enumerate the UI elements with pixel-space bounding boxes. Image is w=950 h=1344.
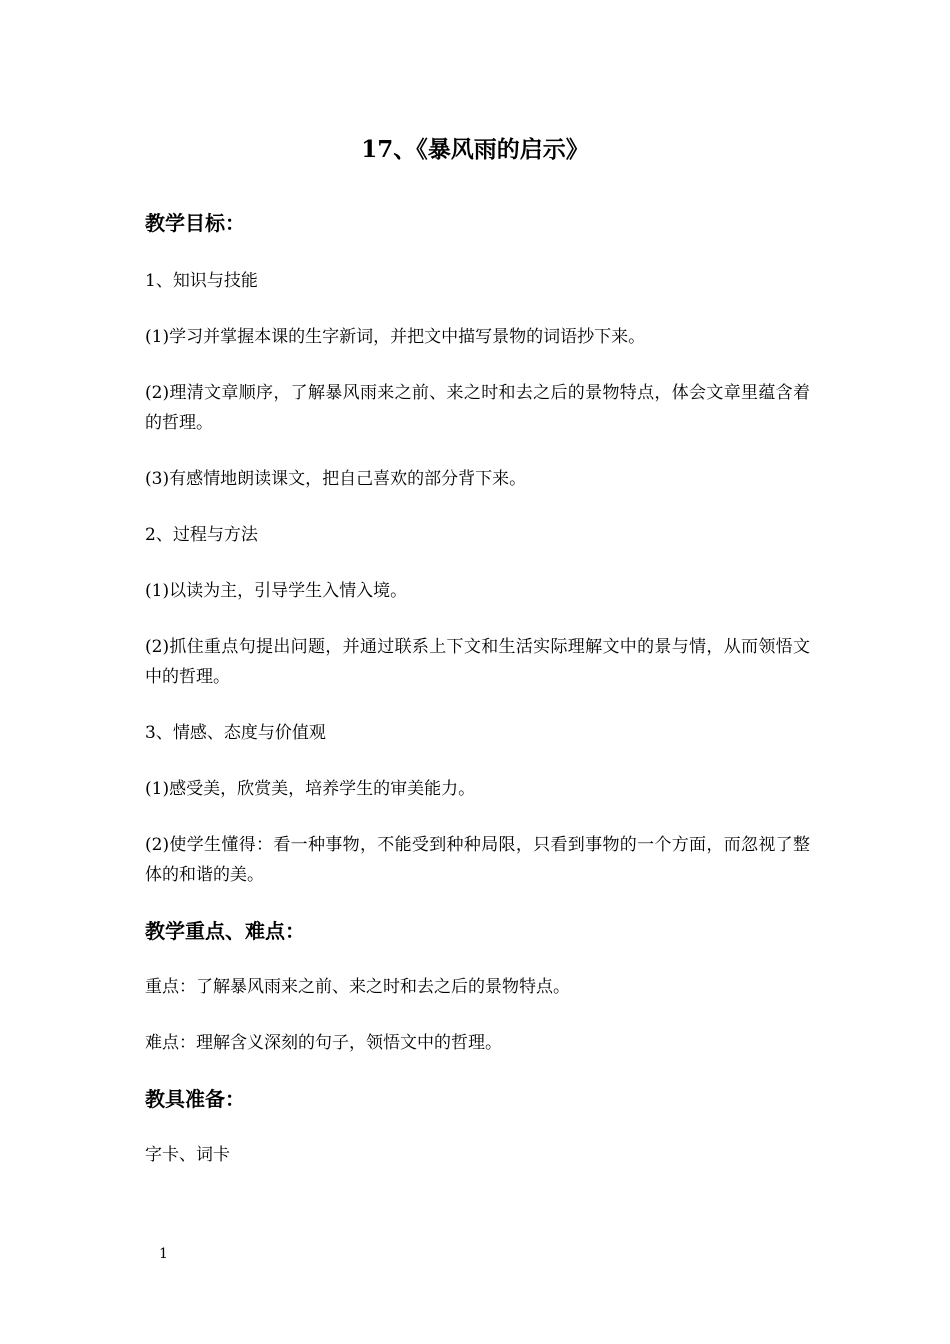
section-heading-goals: 教学目标： <box>145 211 245 235</box>
subheading-emotion-values: 3、情感、态度与价值观 <box>145 723 326 743</box>
goal-item: (2)理清文章顺序，了解暴风雨来之前、来之时和去之后的景物特点，体会文章里蕴含着的哲理。 <box>145 383 810 433</box>
goal-item: (2)抓住重点句提出问题，并通过联系上下文和生活实际理解文中的景与情，从而领悟文中的哲理。 <box>145 637 810 687</box>
key-point: 重点：了解暴风雨来之前、来之时和去之后的景物特点。 <box>145 977 570 997</box>
goal-item: (1)学习并掌握本课的生字新词，并把文中描写景物的词语抄下来。 <box>145 327 646 347</box>
subheading-process-method: 2、过程与方法 <box>145 525 258 545</box>
page-number: 1 <box>159 1246 168 1262</box>
page-title: 17、《暴风雨的启示》 <box>361 136 589 163</box>
goal-item: (2)使学生懂得：看一种事物，不能受到种种局限，只看到事物的一个方面，而忽视了整体的和谐的美。 <box>145 835 810 885</box>
goal-item: (1)感受美，欣赏美，培养学生的审美能力。 <box>145 779 476 799</box>
goal-item: (1)以读为主，引导学生入情入境。 <box>145 581 408 601</box>
goal-item: (3)有感情地朗读课文，把自己喜欢的部分背下来。 <box>145 469 527 489</box>
document-body <box>145 208 810 1170</box>
section-heading-tools: 教具准备： <box>145 1087 245 1111</box>
difficulty-point: 难点：理解含义深刻的句子，领悟文中的哲理。 <box>145 1033 502 1053</box>
section-heading-key-points: 教学重点、难点： <box>145 919 305 943</box>
tools-text: 字卡、词卡 <box>145 1145 230 1165</box>
subheading-knowledge-skills: 1、知识与技能 <box>145 271 258 291</box>
